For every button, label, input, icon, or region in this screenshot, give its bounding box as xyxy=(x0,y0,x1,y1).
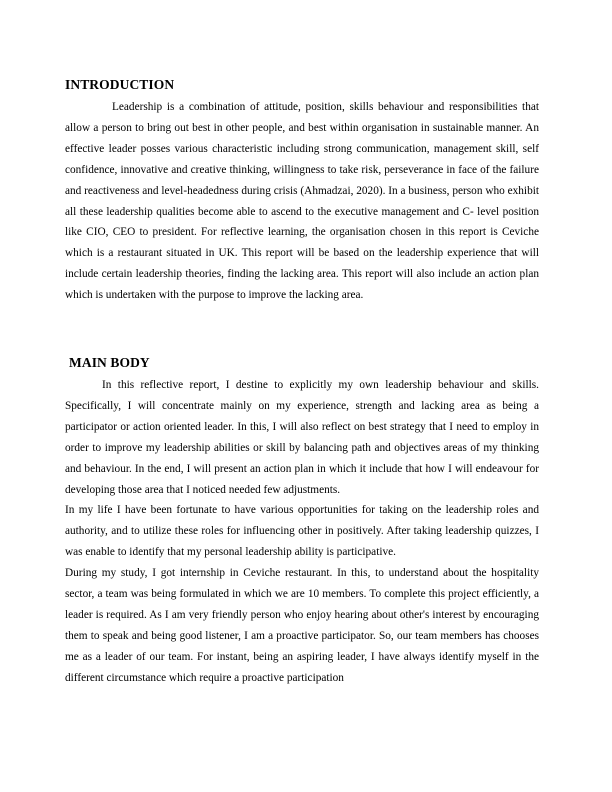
introduction-section xyxy=(65,97,539,306)
main-body-paragraph: During my study, I got internship in Ceviche restaurant. In this, to understand about the hospitality sector, a team was being formulated in which we are 10 members. To complete this project efficiently, a leader is required. As I am very friendly person who enjoy hearing about other's interest by encouraging them to speak and being good listener, I am a proactive participator. So, our team members has chooses me as a leader of our team. For instant, being an aspiring leader, I have always identify myself in the different circumstance which require a proactive participation xyxy=(65,567,539,684)
introduction-heading: INTRODUCTION xyxy=(65,77,175,92)
main-body-paragraph: In my life I have been fortunate to have various opportunities for taking on the leadership roles and authority, and to utilize these roles for influencing other in positively. After taking leadership quizzes, I was enable to identify that my personal leadership ability is participative. xyxy=(65,504,539,559)
main-body-section xyxy=(65,375,539,689)
main-body-paragraph: In this reflective report, I destine to explicitly my own leadership behaviour and skills. Specifically, I will concentrate mainly on my experience, strength and lacking area as being a participator or action oriented leader. In this, I will also reflect on best strategy that I need to employ in order to improve my leadership abilities or skill by balancing path and objectives areas of my thinking and behaviour. In the end, I will present an action plan in which it include that how I will endeavour for developing those area that I noticed needed few adjustments. xyxy=(65,379,539,496)
main-body-heading: MAIN BODY xyxy=(69,355,150,370)
introduction-paragraph: Leadership is a combination of attitude, position, skills behaviour and responsibilities that allow a person to bring out best in other people, and best within organisation in sustainable manner. An effective leader posses various characteristic including strong communication, management skill, self confidence, innovative and creative thinking, willingness to take risk, perseverance in face of the failure and reactiveness and level-headedness during crisis (Ahmadzai, 2020). In a business, person who exhibit all these leadership qualities become able to ascend to the executive management and C- level position like CIO, CEO to president. For reflective learning, the organisation chosen in this report is Ceviche which is a restaurant situated in UK. This report will be based on the leadership experience that will include certain leadership theories, finding the lacking area. This report will also include an action plan which is undertaken with the purpose to improve the lacking area. xyxy=(65,101,539,302)
